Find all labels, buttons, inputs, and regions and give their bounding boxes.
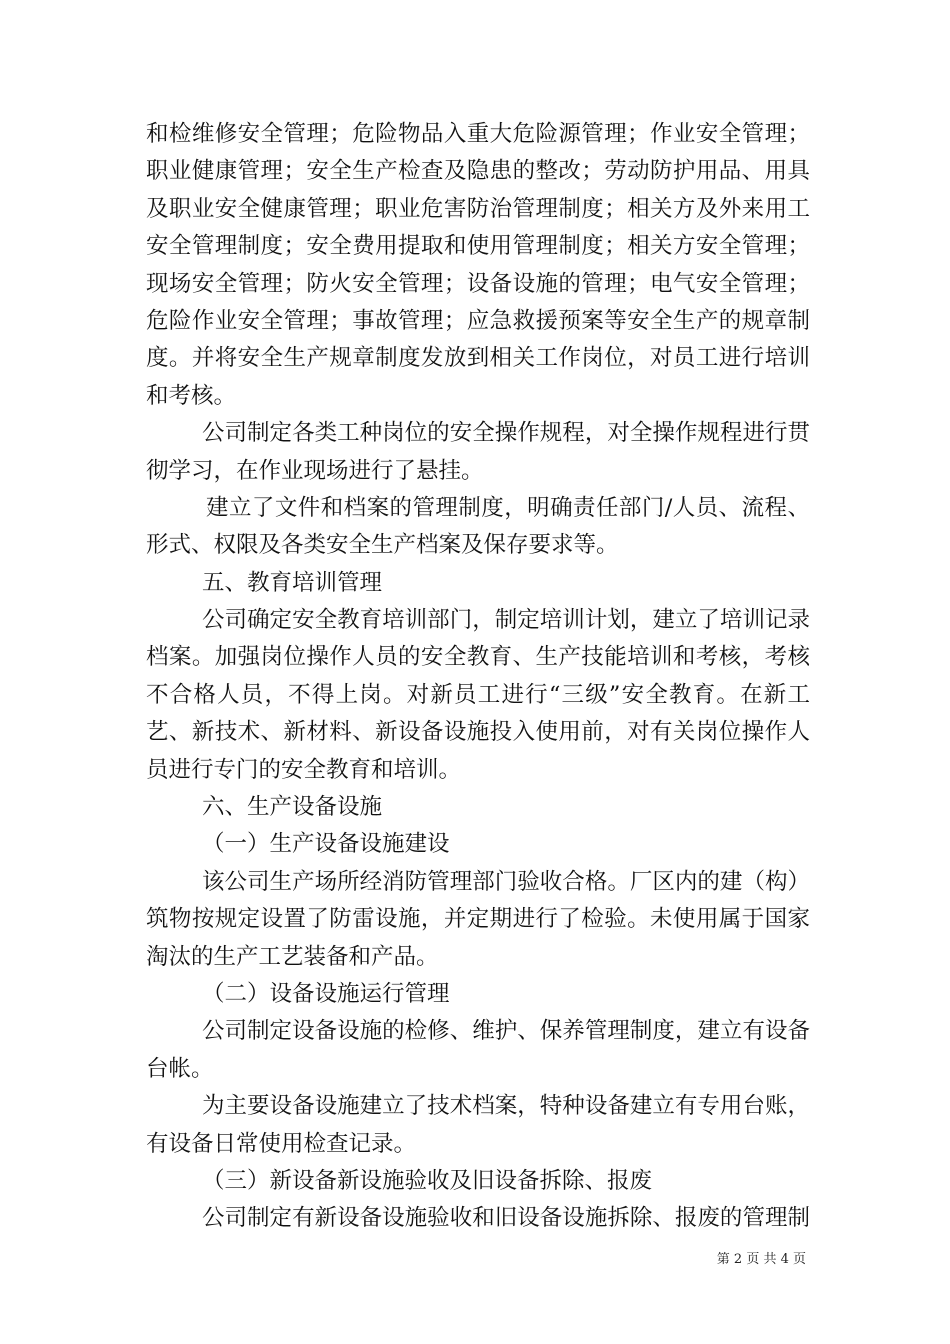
text-line: 筑物按规定设置了防雷设施，并定期进行了检验。未使用属于国家: [146, 906, 810, 933]
section-heading: 六、生产设备设施: [202, 794, 383, 821]
text-line: 危险作业安全管理；事故管理；应急救援预案等安全生产的规章制: [146, 307, 810, 334]
text-line: 公司制定设备设施的检修、维护、保养管理制度，建立有设备: [202, 1018, 810, 1045]
text-line: 安全管理制度；安全费用提取和使用管理制度；相关方安全管理；: [146, 233, 810, 260]
text-line: 建立了文件和档案的管理制度，明确责任部门/人员、流程、: [206, 494, 810, 521]
subsection-heading: （三）新设备新设施验收及旧设备拆除、报废: [202, 1167, 653, 1194]
text-line: 公司确定安全教育培训部门，制定培训计划，建立了培训记录: [202, 607, 810, 634]
text-line: 公司制定各类工种岗位的安全操作规程，对全操作规程进行贯: [202, 420, 810, 447]
page-number: 第 2 页 共 4 页: [716, 1252, 806, 1267]
text-line: 和考核。: [146, 382, 237, 409]
text-line: 淘汰的生产工艺装备和产品。: [146, 943, 439, 970]
text-line: 公司制定有新设备设施验收和旧设备设施拆除、报废的管理制: [202, 1205, 810, 1232]
text-line: 及职业安全健康管理；职业危害防治管理制度；相关方及外来用工: [146, 195, 810, 222]
document-body: [146, 116, 810, 1238]
text-line: 台帐。: [146, 1055, 214, 1082]
text-line: 员进行专门的安全教育和培训。: [146, 756, 462, 783]
subsection-heading: （二）设备设施运行管理: [202, 980, 450, 1007]
text-line: 该公司生产场所经消防管理部门验收合格。厂区内的建（构）: [202, 868, 810, 895]
text-line: 为主要设备设施建立了技术档案，特种设备建立有专用台账，: [202, 1093, 810, 1120]
text-line: 度。并将安全生产规章制度发放到相关工作岗位，对员工进行培训: [146, 345, 810, 372]
text-line: 档案。加强岗位操作人员的安全教育、生产技能培训和考核，考核: [146, 644, 810, 671]
text-line: 职业健康管理；安全生产检查及隐患的整改；劳动防护用品、用具: [146, 158, 810, 185]
text-line: 彻学习，在作业现场进行了悬挂。: [146, 457, 484, 484]
text-line: 和检维修安全管理；危险物品入重大危险源管理；作业安全管理；: [146, 121, 810, 147]
subsection-heading: （一）生产设备设施建设: [202, 831, 450, 858]
text-line: 现场安全管理；防火安全管理；设备设施的管理；电气安全管理；: [146, 270, 810, 297]
text-line: 艺、新技术、新材料、新设备设施投入使用前，对有关岗位操作人: [146, 719, 810, 746]
text-line: 有设备日常使用检查记录。: [146, 1130, 417, 1157]
text-line: 不合格人员，不得上岗。对新员工进行“三级”安全教育。在新工: [146, 681, 810, 708]
text-line: 形式、权限及各类安全生产档案及保存要求等。: [146, 532, 619, 559]
section-heading: 五、教育培训管理: [202, 569, 383, 596]
